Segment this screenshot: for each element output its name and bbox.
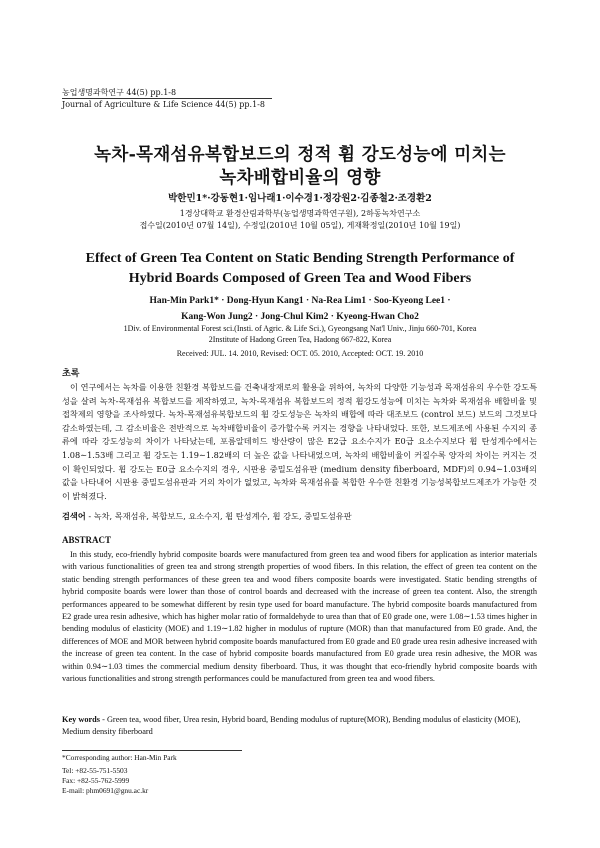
english-keywords bbox=[62, 714, 537, 739]
english-abstract-heading: ABSTRACT bbox=[62, 535, 112, 545]
english-authors-line2: Kang-Won Jung2 · Jong-Chul Kim2 · Kyeong-Hwan Cho2 bbox=[181, 312, 419, 322]
corresponding-author: *Corresponding author: Han-Min Park bbox=[62, 753, 177, 762]
english-affiliation-line2: 2Institute of Hadong Green Tea, Hadong 667-822, Korea bbox=[208, 335, 392, 344]
footer-divider bbox=[62, 750, 242, 751]
english-affiliation-line1: 1Div. of Environmental Forest sci.(Insti. of Agric. & Life Sci.), Gyeongsang Nat'l Univ., Jinju 660-701, Korea bbox=[123, 324, 477, 333]
korean-affiliation: 1경상대학교 환경산림과학부(농업생명과학연구원), 2하동녹차연구소 bbox=[179, 209, 421, 218]
korean-title-line1: 녹차-목재섬유복합보드의 정적 휨 강도성능에 미치는 bbox=[94, 145, 506, 165]
english-title-line2: Hybrid Boards Composed of Green Tea and Wood Fibers bbox=[128, 271, 472, 286]
header-divider bbox=[62, 98, 272, 99]
english-title-line1: Effect of Green Tea Content on Static Bending Strength Performance of bbox=[85, 251, 515, 266]
korean-authors: 박한민1*·강동현1·임나래1·이수경1·정강원2·김종철2·조경환2 bbox=[168, 193, 432, 204]
korean-abstract-heading: 초록 bbox=[62, 369, 80, 379]
korean-keywords-text: - 녹차, 목재섬유, 복합보드, 요소수지, 휨 탄성계수, 휨 강도, 중밀도섬유판 bbox=[85, 511, 352, 521]
footer-tel: Tel: +82-55-751-5503 bbox=[62, 766, 128, 775]
footer-fax: Fax: +82-55-762-5999 bbox=[62, 776, 130, 785]
journal-header-korean: 농업생명과학연구 44(5) pp.1-8 bbox=[62, 88, 177, 97]
footer-email: E-mail: phm0691@gnu.ac.kr bbox=[62, 786, 149, 795]
journal-header-english: Journal of Agriculture & Life Science 44(5) pp.1-8 bbox=[62, 100, 265, 109]
korean-title-line2: 녹차배합비율의 영향 bbox=[219, 168, 381, 188]
english-keywords-label: Key words bbox=[62, 715, 101, 724]
korean-keywords-label: 검색어 bbox=[62, 511, 86, 521]
korean-abstract-text: 이 연구에서는 녹차를 이용한 친환경 복합보드를 건축내장재로의 활용을 위하여, 녹차의 다양한 기능성과 목재섬유의 우수한 강도특성을 살려 녹차-목재섬유 복합보드를 제작하였고, 녹차-목재섬유 복합보드의 정적 휨강도성능에 미치는 녹차와 목재섬유 배합비율 및 접착제의 영향을 조사하였다. 녹차-목재섬유복합보드의 휨 강도성능은 녹차의 배합에 따라 대조보드 (control 보드) 보드의 그것보다 감소하였는데, 그 감소비율은 전반적으로 녹차배합비율이 증가할수록 커지는 경향을 나타내었다. 또한, 보드제조에 사용된 수지의 종류에 따라 강도성능의 차이가 나타났는데, 포름알데히드 방산량이 많은 E2급 요소수지가 E0급 요소수지보다 휨 탄성계수에서는 1.08∼1.53배 그리고 휨 강도는 1.19∼1.82배의 더 높은 값을 나타내었으며, 녹차의 배합비율이 커질수록 양자의 차이는 커지는 것이 확인되었다. 휨 강도는 E0급 요소수지의 경우, 시판용 중밀도섬유판 (medium density fiberboard, MDF)의 0.94∼1.03배의 값을 나타내어 시판용 중밀도섬유판과 거의 차이가 없었고, 녹차와 목재섬유를 복합한 우수한 친환경 기능성복합보드제조가 가능한 것이 밝혀졌다. bbox=[62, 382, 537, 501]
english-abstract-text: In this study, eco-friendly hybrid composite boards were manufactured from green tea and wood fibers for application as interior materials with various functionalities of green tea and strong strength properties of wood fibers. In this relation, the effect of green tea content on the static bending strength performances of these green tea and wood fibers composite boards were investigated. Static bending strengths of hybrid composite boards were lower than those of control boards and decreased with the increase of green tea content. Also, the strength performances appeared to be somewhat different by resin type used for board manufacture. The hybrid composite boards manufactured from E2 grade urea resin adhesive, which has higher molar ratio of formaldehyde to urea than that of E0 grade one, were 1.08∼1.53 times higher in bending modulus of elasticity (MOE) and 1.19∼1.82 higher in modulus of rupture (MOR) than that manufactured from E0 grade. And, the differences of MOE and MOR between hybrid composite boards manufactured from E0 grade and E0 grade urea resin adhesive increased with the increase of green tea content. In the case of hybrid composite boards manufactured from E0 grade urea resin adhesive, the MOR was within 0.94∼1.03 times the commercial medium density fiberboard. Thus, it was thought that eco-friendly hybrid composite boards with various functionalities and strong strength performances could be manufactured from green tea and wood fibers. bbox=[62, 550, 537, 684]
english-dates: Received: JUL. 14. 2010, Revised: OCT. 05. 2010, Accepted: OCT. 19. 2010 bbox=[176, 349, 424, 358]
english-keywords-text: - Green tea, wood fiber, Urea resin, Hybrid board, Bending modulus of rupture(MOR), Bending modulus of elasticity (MOE), Medium density fiberboard bbox=[62, 715, 521, 737]
korean-keywords bbox=[62, 510, 537, 523]
english-authors-line1: Han-Min Park1* · Dong-Hyun Kang1 · Na-Rea Lim1 · Soo-Kyeong Lee1 · bbox=[149, 296, 451, 306]
korean-dates: 접수일(2010년 07월 14일), 수정일(2010년 10월 05일), 게재확정일(2010년 10월 19일) bbox=[139, 221, 461, 230]
